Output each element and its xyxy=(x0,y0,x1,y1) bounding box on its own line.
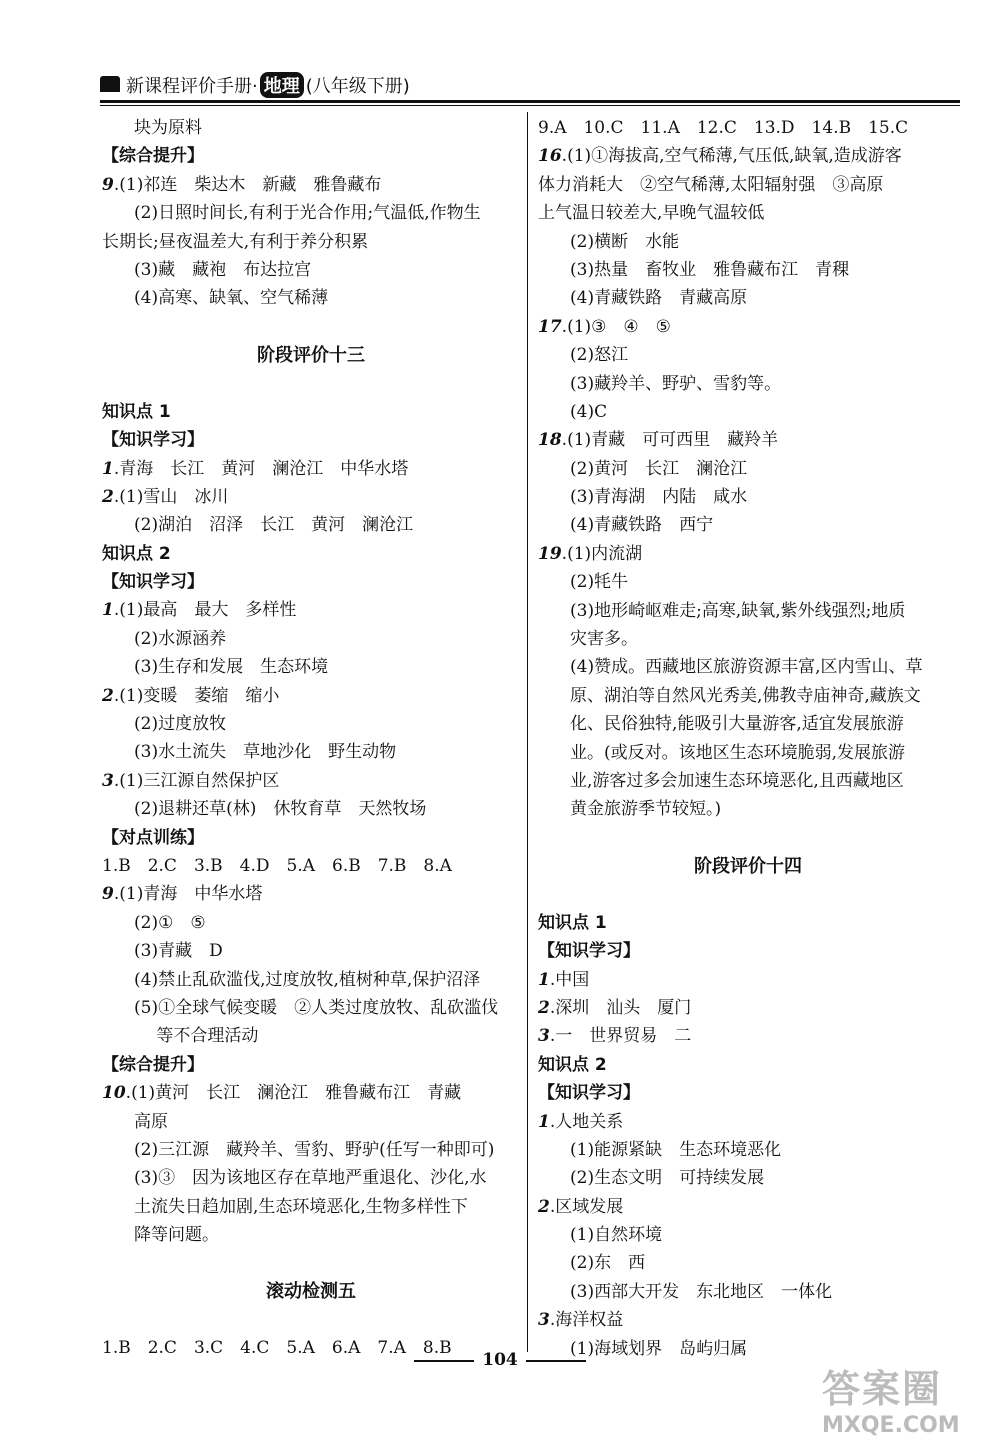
answer-line xyxy=(538,795,958,823)
line-text: 知识点 2 xyxy=(538,1054,607,1075)
line-text: (4)青藏铁路 青藏高原 xyxy=(570,288,748,309)
answer-line xyxy=(538,256,958,284)
line-text: 长期长;昼夜温差大,有利于养分积累 xyxy=(102,231,369,252)
line-text: 原、湖泊等自然风光秀美,佛教寺庙神奇,藏族文 xyxy=(570,685,921,706)
answer-line xyxy=(102,710,520,738)
line-text: (2)黄河 长江 澜沧江 xyxy=(570,458,748,479)
answer-line xyxy=(102,284,520,312)
answer-line xyxy=(102,511,520,539)
answer-line xyxy=(538,171,958,199)
answer-line xyxy=(102,653,520,681)
answer-line xyxy=(102,966,520,994)
answer-line xyxy=(538,313,958,341)
answer-line xyxy=(538,568,958,596)
column-divider xyxy=(527,112,528,1352)
line-text: .(1)①海拔高,空气稀薄,气压低,缺氧,造成游客 xyxy=(561,146,902,167)
question-number: 10 xyxy=(102,1083,126,1104)
line-text: 知识点 1 xyxy=(102,401,171,422)
answer-line xyxy=(538,1278,958,1306)
line-text: 【知识学习】 xyxy=(538,941,640,962)
answer-line xyxy=(538,994,958,1022)
right-column xyxy=(538,114,958,1363)
line-text: (3)青海湖 内陆 咸水 xyxy=(570,487,748,508)
answer-line xyxy=(538,739,958,767)
footer-ornament-right xyxy=(526,1360,586,1362)
answer-line xyxy=(102,228,520,256)
line-text: (3)热量 畜牧业 雅鲁藏布江 青稞 xyxy=(570,259,850,280)
answer-line xyxy=(538,398,958,426)
watermark-logo xyxy=(822,1358,960,1438)
answer-line xyxy=(102,937,520,965)
question-number: 18 xyxy=(538,430,562,451)
answer-line xyxy=(102,795,520,823)
line-text: (1)自然环境 xyxy=(570,1225,663,1246)
section-title xyxy=(102,1249,520,1334)
line-text: (2)东 西 xyxy=(570,1253,646,1274)
answer-line xyxy=(538,455,958,483)
line-text: 9.A 10.C 11.A 12.C 13.D 14.B 15.C xyxy=(538,118,909,138)
line-text: (1)能源紧缺 生态环境恶化 xyxy=(570,1139,782,1160)
line-text: 【知识学习】 xyxy=(102,572,204,593)
answer-line xyxy=(102,256,520,284)
footer-ornament-left xyxy=(414,1360,474,1362)
header-suffix: (八年级下册) xyxy=(305,76,410,97)
answer-line xyxy=(538,710,958,738)
line-text: (2)怒江 xyxy=(570,345,629,366)
line-text: (2)日照时间长,有利于光合作用;气温低,作物生 xyxy=(134,203,481,224)
line-text: .海洋权益 xyxy=(549,1310,624,1331)
line-text: 阶段评价十三 xyxy=(257,344,365,366)
answer-line xyxy=(538,1221,958,1249)
line-text: 【综合提升】 xyxy=(102,1054,204,1075)
section-label xyxy=(102,568,520,596)
question-number: 1 xyxy=(102,600,114,621)
line-text: 【知识学习】 xyxy=(102,430,204,451)
answer-line xyxy=(538,682,958,710)
line-text: (3)藏 藏袍 布达拉宫 xyxy=(134,259,312,280)
answer-line xyxy=(102,483,520,511)
answer-line xyxy=(538,114,958,142)
answer-line xyxy=(538,370,958,398)
header-title xyxy=(126,72,410,98)
line-text: (2)水源涵养 xyxy=(134,628,227,649)
line-text: 业,游客过多会加速生态环境恶化,且西藏地区 xyxy=(570,770,904,791)
question-number: 9 xyxy=(102,884,114,905)
answer-line xyxy=(538,228,958,256)
answer-line xyxy=(538,483,958,511)
line-text: .(1)三江源自然保护区 xyxy=(113,770,280,791)
line-text: (3)地形崎岖难走;高寒,缺氧,紫外线强烈;地质 xyxy=(570,600,906,621)
answer-line xyxy=(102,1221,520,1249)
question-number: 17 xyxy=(538,316,562,337)
answer-line xyxy=(102,596,520,624)
line-text: 上气温日较差大,早晚气温较低 xyxy=(538,203,765,224)
line-text: (5)①全球气候变暖 ②人类过度放牧、乱砍滥伐 xyxy=(134,997,499,1018)
question-number: 19 xyxy=(538,543,562,564)
line-text: .中国 xyxy=(549,969,590,990)
line-text: (3)③ 因为该地区存在草地严重退化、沙化,水 xyxy=(134,1168,487,1189)
answer-line xyxy=(102,1164,520,1192)
line-text: (3)西部大开发 东北地区 一体化 xyxy=(570,1281,833,1302)
line-text: .一 世界贸易 二 xyxy=(549,1026,692,1047)
line-text: .人地关系 xyxy=(549,1111,624,1132)
line-text: (3)藏羚羊、野驴、雪豹等。 xyxy=(570,373,782,394)
header-rule-thick xyxy=(100,100,960,103)
line-text: 块为原料 xyxy=(134,118,202,138)
line-text: 滚动检测五 xyxy=(266,1281,356,1303)
line-text: 业。(或反对。该地区生态环境脆弱,发展旅游 xyxy=(570,742,906,763)
answer-line xyxy=(538,1022,958,1050)
line-text: (3)水土流失 草地沙化 野生动物 xyxy=(134,742,397,763)
line-text: 1.B 2.C 3.C 4.C 5.A 6.A 7.A 8.B xyxy=(102,1338,452,1359)
line-text: (3)青藏 D xyxy=(134,941,223,962)
watermark-text: 答案圈 xyxy=(822,1367,943,1411)
left-column xyxy=(102,114,520,1363)
answer-line xyxy=(538,284,958,312)
line-text: 灾害多。 xyxy=(570,629,638,650)
answer-line xyxy=(102,1193,520,1221)
line-text: .(1)黄河 长江 澜沧江 雅鲁藏布江 青藏 xyxy=(125,1083,462,1104)
line-text: .(1)最高 最大 多样性 xyxy=(113,600,297,621)
line-text: (4)高寒、缺氧、空气稀薄 xyxy=(134,288,329,309)
line-text: 知识点 1 xyxy=(538,912,607,933)
watermark-url: MXQE.COM xyxy=(822,1413,960,1438)
section-title xyxy=(538,824,958,909)
answer-line xyxy=(538,1306,958,1334)
answer-line xyxy=(538,426,958,454)
question-number: 3 xyxy=(538,1026,550,1047)
question-number: 16 xyxy=(538,146,562,167)
answer-line xyxy=(102,1079,520,1107)
question-number: 9 xyxy=(102,174,114,195)
question-number: 2 xyxy=(102,486,114,507)
page-header xyxy=(100,70,960,100)
line-text: .(1)变暖 萎缩 缩小 xyxy=(113,685,280,706)
section-label xyxy=(102,398,520,426)
line-text: 黄金旅游季节较短。) xyxy=(570,799,722,820)
line-text: (2)过度放牧 xyxy=(134,714,227,735)
section-label xyxy=(538,1051,958,1079)
answer-line xyxy=(102,171,520,199)
answer-line xyxy=(538,767,958,795)
header-subject: 地理 xyxy=(260,72,304,98)
section-label xyxy=(538,1079,958,1107)
header-rule-thin xyxy=(100,105,960,106)
answer-line xyxy=(102,909,520,937)
line-text: .(1)内流湖 xyxy=(561,543,643,564)
answer-line xyxy=(538,199,958,227)
answer-line xyxy=(538,597,958,625)
question-number: 1 xyxy=(102,458,114,479)
answer-line xyxy=(102,625,520,653)
section-label xyxy=(538,937,958,965)
answer-line xyxy=(102,880,520,908)
line-text: .(1)③ ④ ⑤ xyxy=(561,316,671,337)
question-number: 3 xyxy=(538,1310,550,1331)
line-text: 降等问题。 xyxy=(134,1225,219,1246)
line-text: 等不合理活动 xyxy=(134,1026,259,1047)
line-text: .(1)青藏 可可西里 藏羚羊 xyxy=(561,430,779,451)
section-label xyxy=(538,909,958,937)
line-text: 【知识学习】 xyxy=(538,1083,640,1104)
answer-line xyxy=(102,852,520,880)
section-title xyxy=(102,313,520,398)
line-text: (2)生态文明 可持续发展 xyxy=(570,1168,765,1189)
header-prefix: 新课程评价手册· xyxy=(126,76,258,97)
line-text: 阶段评价十四 xyxy=(694,855,802,877)
line-text: (2)牦牛 xyxy=(570,572,629,593)
line-text: (2)① ⑤ xyxy=(134,912,206,933)
answer-line xyxy=(102,767,520,795)
answer-line xyxy=(102,682,520,710)
line-text: 土流失日趋加剧,生态环境恶化,生物多样性下 xyxy=(134,1196,468,1217)
line-text: (4)C xyxy=(570,401,608,422)
answer-line xyxy=(538,540,958,568)
line-text: 知识点 2 xyxy=(102,543,171,564)
answer-line xyxy=(102,738,520,766)
line-text: .(1)青海 中华水塔 xyxy=(113,884,263,905)
answer-line xyxy=(538,341,958,369)
answer-line xyxy=(102,114,520,142)
question-number: 3 xyxy=(102,770,114,791)
line-text: (2)退耕还草(林) 休牧育草 天然牧场 xyxy=(134,799,427,820)
line-text: .深圳 汕头 厦门 xyxy=(549,997,692,1018)
line-text: (3)生存和发展 生态环境 xyxy=(134,657,329,678)
line-text: 1.B 2.C 3.B 4.D 5.A 6.B 7.B 8.A xyxy=(102,855,452,876)
line-text: (2)湖泊 沼泽 长江 黄河 澜沧江 xyxy=(134,515,414,536)
answer-line xyxy=(538,1108,958,1136)
line-text: (1)海域划界 岛屿归属 xyxy=(570,1338,748,1359)
line-text: .(1)祁连 柴达木 新藏 雅鲁藏布 xyxy=(113,174,382,195)
line-text: 体力消耗大 ②空气稀薄,太阳辐射强 ③高原 xyxy=(538,174,884,195)
book-icon xyxy=(100,76,120,92)
section-label xyxy=(102,1051,520,1079)
line-text: (4)青藏铁路 西宁 xyxy=(570,515,714,536)
question-number: 2 xyxy=(538,997,550,1018)
section-label xyxy=(102,142,520,170)
line-text: 【对点训练】 xyxy=(102,827,204,848)
answer-line xyxy=(538,1249,958,1277)
question-number: 1 xyxy=(538,1111,550,1132)
question-number: 2 xyxy=(102,685,114,706)
line-text: .青海 长江 黄河 澜沧江 中华水塔 xyxy=(113,458,409,479)
section-label xyxy=(102,824,520,852)
answer-line xyxy=(102,455,520,483)
line-text: 【综合提升】 xyxy=(102,146,204,167)
answer-line xyxy=(538,625,958,653)
answer-line xyxy=(102,1022,520,1050)
answer-line xyxy=(102,1108,520,1136)
answer-line xyxy=(102,1136,520,1164)
answer-line xyxy=(538,1193,958,1221)
question-number: 2 xyxy=(538,1196,550,1217)
line-text: .(1)雪山 冰川 xyxy=(113,486,229,507)
answer-line xyxy=(102,994,520,1022)
line-text: 化、民俗独特,能吸引大量游客,适宜发展旅游 xyxy=(570,714,904,735)
answer-line xyxy=(538,142,958,170)
section-label xyxy=(102,540,520,568)
answer-line xyxy=(538,1136,958,1164)
line-text: (4)禁止乱砍滥伐,过度放牧,植树种草,保护沼泽 xyxy=(134,969,481,990)
answer-line xyxy=(538,1164,958,1192)
question-number: 1 xyxy=(538,969,550,990)
page-number: 104 xyxy=(482,1350,518,1370)
section-label xyxy=(102,426,520,454)
line-text: (2)横断 水能 xyxy=(570,231,680,252)
answer-line xyxy=(102,199,520,227)
answer-line xyxy=(538,511,958,539)
line-text: .区域发展 xyxy=(549,1196,624,1217)
answer-line xyxy=(538,966,958,994)
answer-line xyxy=(538,653,958,681)
line-text: (4)赞成。西藏地区旅游资源丰富,区内雪山、草 xyxy=(570,657,923,678)
line-text: 高原 xyxy=(134,1111,168,1132)
line-text: (2)三江源 藏羚羊、雪豹、野驴(任写一种即可) xyxy=(134,1139,495,1160)
